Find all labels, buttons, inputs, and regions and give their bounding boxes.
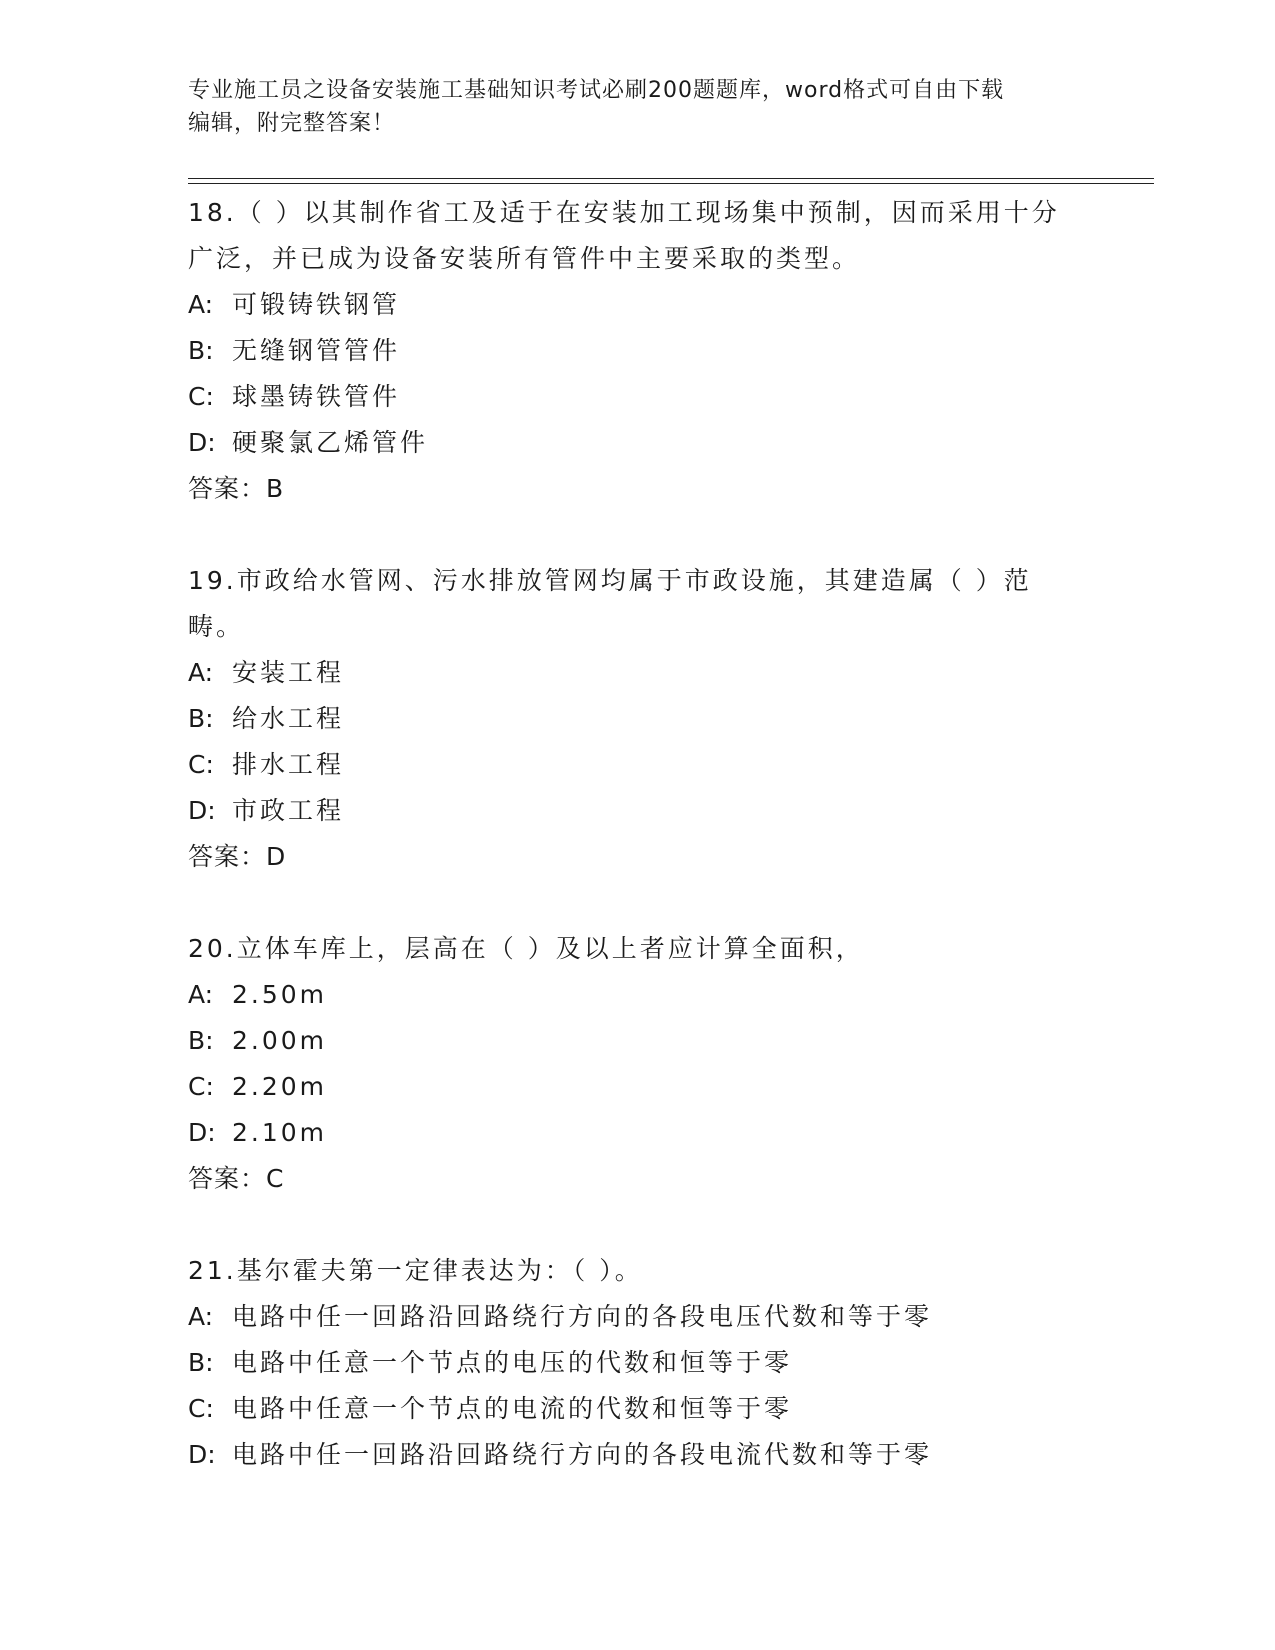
option-d [188, 1432, 1068, 1478]
question-spacer [188, 512, 1068, 558]
answer-line: 答案：D [188, 842, 287, 871]
option-d [188, 1110, 1068, 1156]
option-text: 2.00m [232, 1026, 328, 1055]
question-18 [188, 190, 1068, 512]
question-spacer [188, 880, 1068, 926]
option-letter: A: [188, 290, 214, 319]
option-text: 可锻铸铁钢管 [232, 290, 401, 319]
option-d [188, 788, 1068, 834]
option-letter: A: [188, 980, 214, 1009]
question-stem: 21.基尔霍夫第一定律表达为：（ ）。 [188, 1256, 643, 1285]
option-b [188, 328, 1068, 374]
option-letter: D: [188, 1118, 216, 1147]
option-c [188, 1064, 1068, 1110]
option-text: 2.10m [232, 1118, 328, 1147]
option-letter: D: [188, 1440, 216, 1469]
option-text: 2.20m [232, 1072, 328, 1101]
header-line-1: 专业施工员之设备安装施工基础知识考试必刷200题题库，word格式可自由下载 [188, 78, 1005, 103]
option-letter: D: [188, 428, 216, 457]
option-b [188, 696, 1068, 742]
option-d [188, 420, 1068, 466]
option-a [188, 972, 1068, 1018]
option-text: 电路中任一回路沿回路绕行方向的各段电流代数和等于零 [232, 1440, 933, 1469]
option-b [188, 1340, 1068, 1386]
option-letter: B: [188, 704, 214, 733]
option-text: 电路中任意一个节点的电压的代数和恒等于零 [232, 1348, 793, 1377]
question-spacer [188, 1202, 1068, 1248]
header-divider-top [188, 178, 1154, 179]
option-letter: C: [188, 1394, 214, 1423]
option-text: 无缝钢管管件 [232, 336, 401, 365]
option-c [188, 742, 1068, 788]
option-text: 硬聚氯乙烯管件 [232, 428, 429, 457]
option-c [188, 374, 1068, 420]
option-text: 排水工程 [232, 750, 345, 779]
option-letter: C: [188, 1072, 214, 1101]
option-letter: A: [188, 658, 214, 687]
option-letter: B: [188, 1348, 214, 1377]
question-20 [188, 926, 1068, 1202]
option-text: 给水工程 [232, 704, 345, 733]
option-letter: B: [188, 336, 214, 365]
option-letter: C: [188, 382, 214, 411]
header-line-2: 编辑，附完整答案！ [188, 111, 396, 136]
option-a [188, 1294, 1068, 1340]
option-letter: B: [188, 1026, 214, 1055]
option-text: 球墨铸铁管件 [232, 382, 401, 411]
option-text: 安装工程 [232, 658, 345, 687]
option-text: 电路中任一回路沿回路绕行方向的各段电压代数和等于零 [232, 1302, 933, 1331]
answer-line: 答案：B [188, 474, 285, 503]
question-stem: 19.市政给水管网、污水排放管网均属于市政设施，其建造属（ ）范畴。 [188, 566, 1032, 641]
option-c [188, 1386, 1068, 1432]
option-b [188, 1018, 1068, 1064]
option-letter: A: [188, 1302, 214, 1331]
option-a [188, 650, 1068, 696]
option-text: 2.50m [232, 980, 328, 1009]
question-stem: 20.立体车库上，层高在（ ）及以上者应计算全面积， [188, 934, 864, 963]
question-list [188, 190, 1068, 1478]
option-letter: C: [188, 750, 214, 779]
question-21 [188, 1248, 1068, 1478]
option-text: 电路中任意一个节点的电流的代数和恒等于零 [232, 1394, 793, 1423]
option-text: 市政工程 [232, 796, 345, 825]
document-header [188, 74, 1068, 140]
header-divider-bottom [188, 183, 1154, 184]
option-letter: D: [188, 796, 216, 825]
answer-line: 答案：C [188, 1164, 285, 1193]
question-stem: 18.（ ）以其制作省工及适于在安装加工现场集中预制，因而采用十分广泛，并已成为设备安装所有管件中主要采取的类型。 [188, 198, 1060, 273]
option-a [188, 282, 1068, 328]
question-19 [188, 558, 1068, 880]
